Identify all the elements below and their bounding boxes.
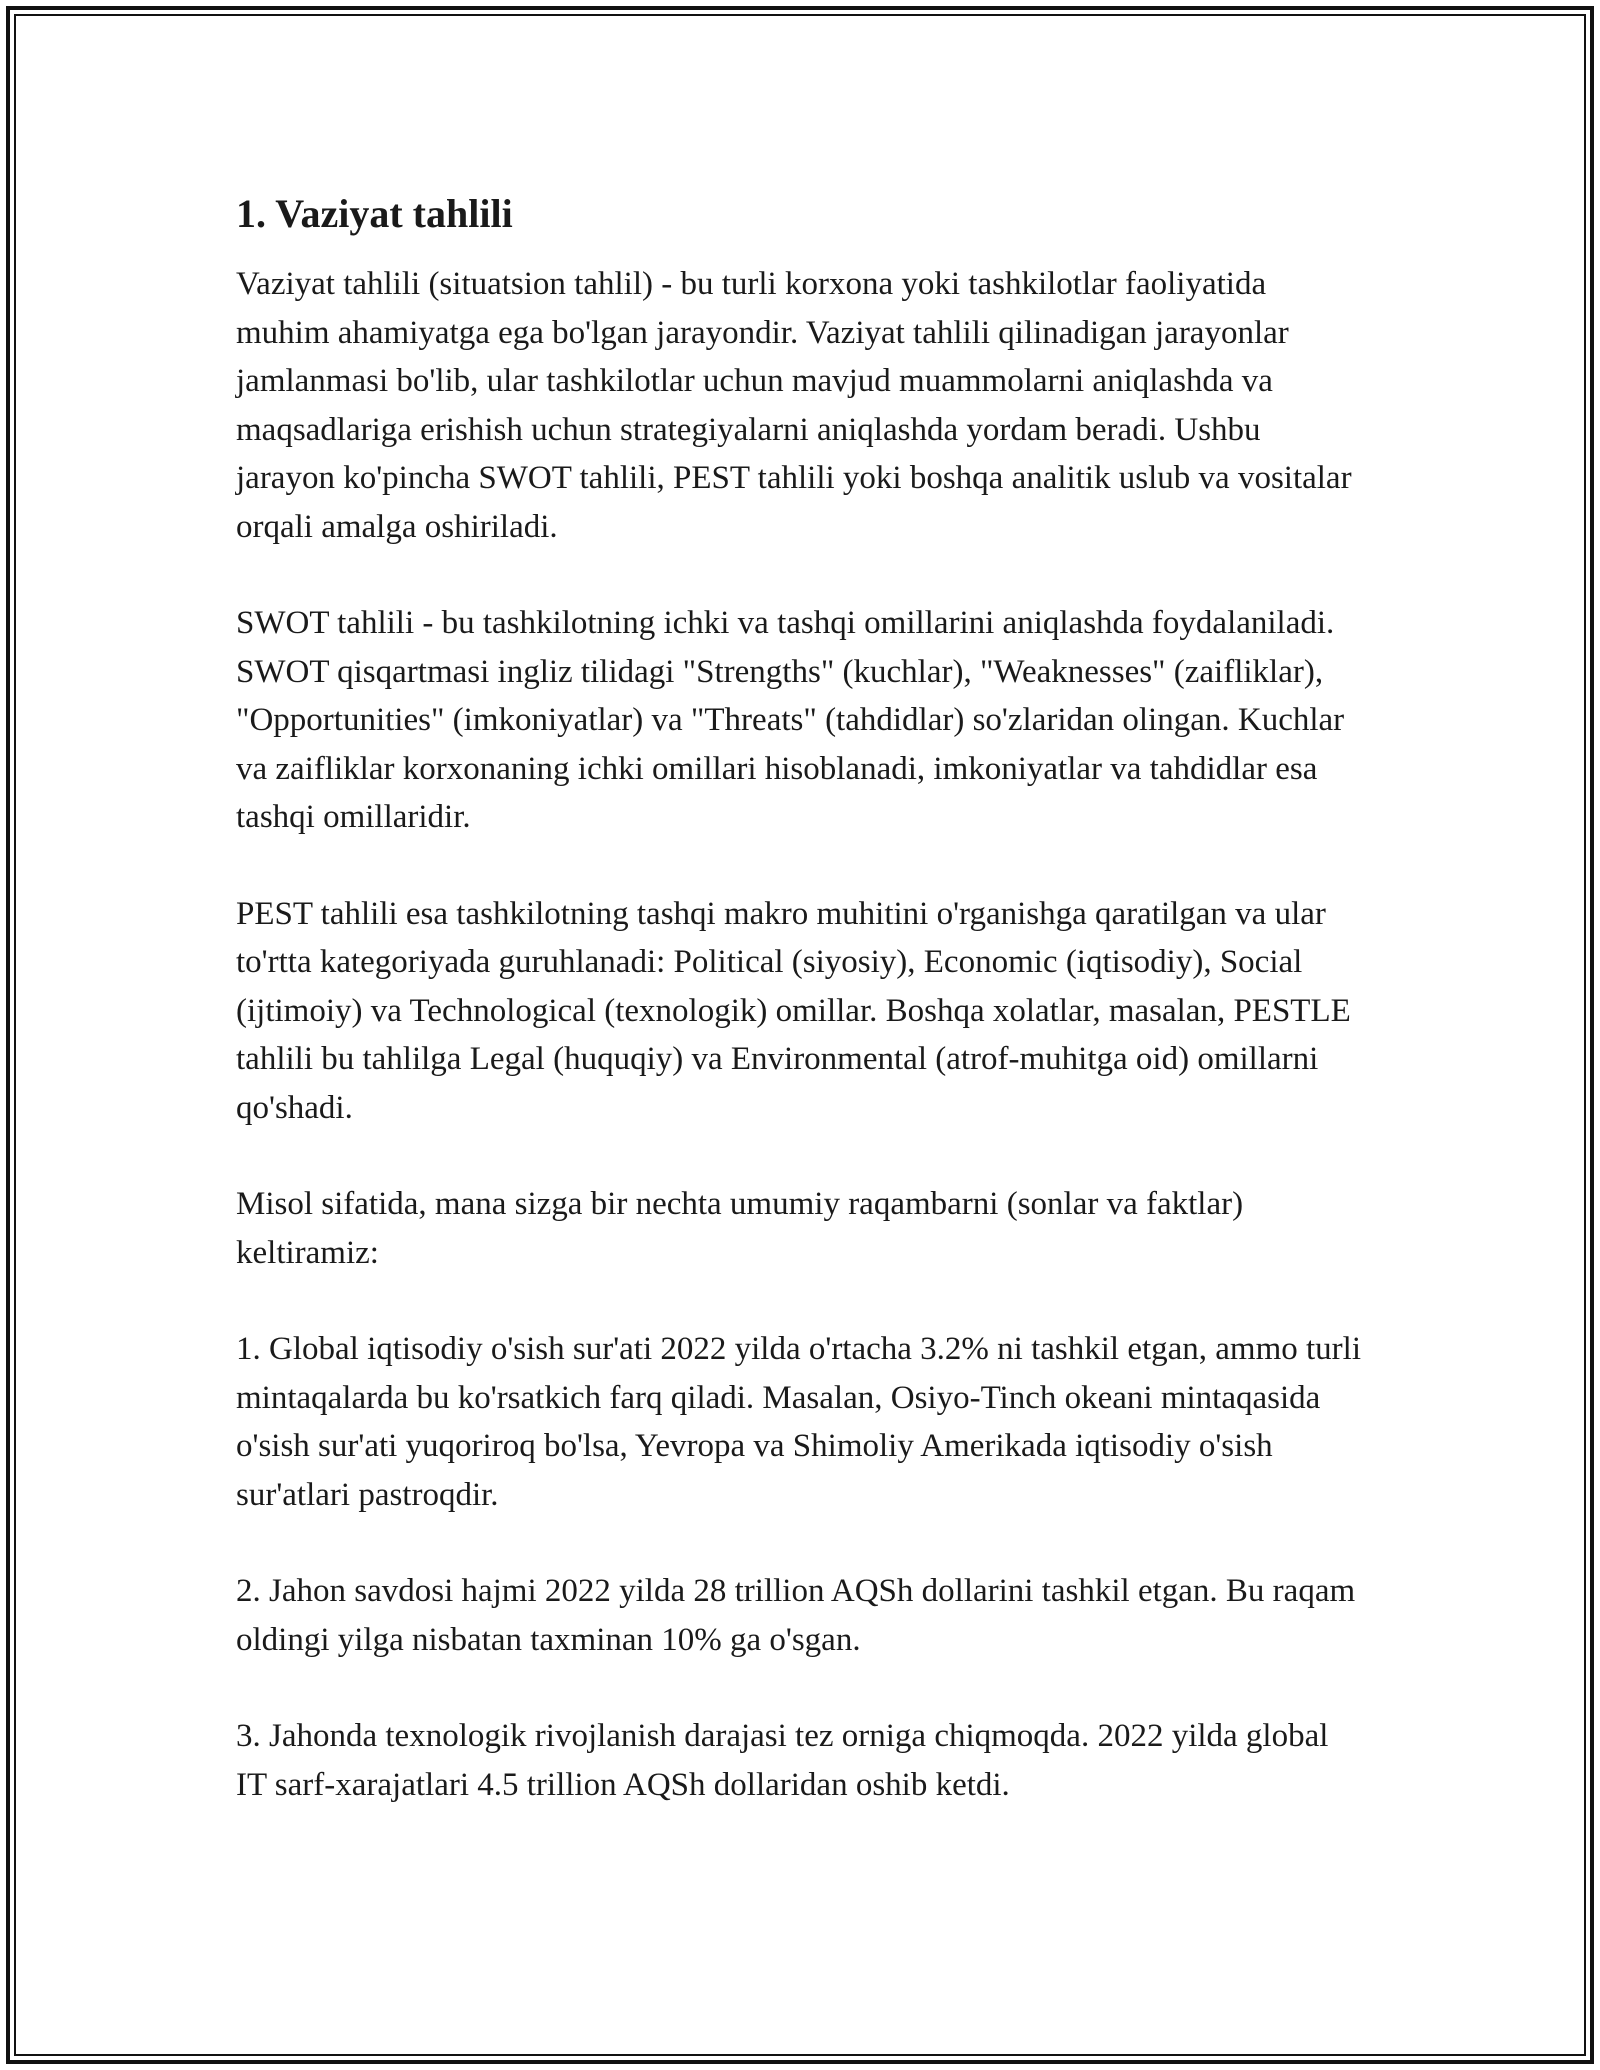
document-body — [236, 186, 1366, 1809]
paragraph-examples-intro: Misol sifatida, mana sizga bir nechta umumiy raqambarni (sonlar va faktlar) keltiramiz: — [236, 1186, 1244, 1271]
paragraph-swot: SWOT tahlili - bu tashkilotning ichki va tashqi omillarini aniqlashda foydalaniladi. SWOT qisqartmasi ingliz tilidagi "Strengths" (kuchlar), "Weaknesses" (zaifliklar), "Opportunities" (imkoniyatlar) va "Threats" (tahdidlar) so'zlaridan olingan. Kuchlar va zaifliklar korxonaning ichki omillari hisoblanadi, imkoniyatlar va tahdidlar esa tashqi omillaridir. — [236, 605, 1345, 835]
list-item-it-spending: 3. Jahonda texnologik rivojlanish darajasi tez orniga chiqmoqda. 2022 yilda global IT sarf-xarajatlari 4.5 trillion AQSh dollaridan oshib ketdi. — [236, 1718, 1329, 1803]
section-heading: 1. Vaziyat tahlili — [236, 191, 513, 236]
list-item-global-growth: 1. Global iqtisodiy o'sish sur'ati 2022 yilda o'rtacha 3.2% ni tashkil etgan, ammo turli mintaqalarda bu ko'rsatkich farq qiladi. Masalan, Osiyo-Tinch okeani mintaqasida o'sish sur'ati yuqoriroq bo'lsa, Yevropa va Shimoliy Amerikada iqtisodiy o'sish sur'atlari pastroqdir. — [236, 1331, 1362, 1513]
list-item-world-trade: 2. Jahon savdosi hajmi 2022 yilda 28 trillion AQSh dollarini tashkil etgan. Bu raqam oldingi yilga nisbatan taxminan 10% ga o'sgan. — [236, 1573, 1356, 1658]
paragraph-pest: PEST tahlili esa tashkilotning tashqi makro muhitini o'rganishga qaratilgan va ular to'rtta kategoriyada guruhlanadi: Political (siyosiy), Economic (iqtisodiy), Social (ijtimoiy) va Technological (texnologik) omillar. Boshqa xolatlar, masalan, PESTLE tahlili bu tahlilga Legal (huquqiy) va Environmental (atrof-muhitga oid) omillarni qo'shadi. — [236, 895, 1351, 1126]
paragraph-situation-analysis: Vaziyat tahlili (situatsion tahlil) - bu turli korxona yoki tashkilotlar faoliyatida muhim ahamiyatga ega bo'lgan jarayondir. Vaziyat tahlili qilinadigan jarayonlar jamlanmasi bo'lib, ular tashkilotlar uchun mavjud muammolarni aniqlashda va maqsadlariga erishish uchun strategiyalarni aniqlashda yordam beradi. Ushbu jarayon ko'pincha SWOT tahlili, PEST tahlili yoki boshqa analitik uslub va vositalar orqali amalga oshiriladi. — [236, 266, 1352, 545]
